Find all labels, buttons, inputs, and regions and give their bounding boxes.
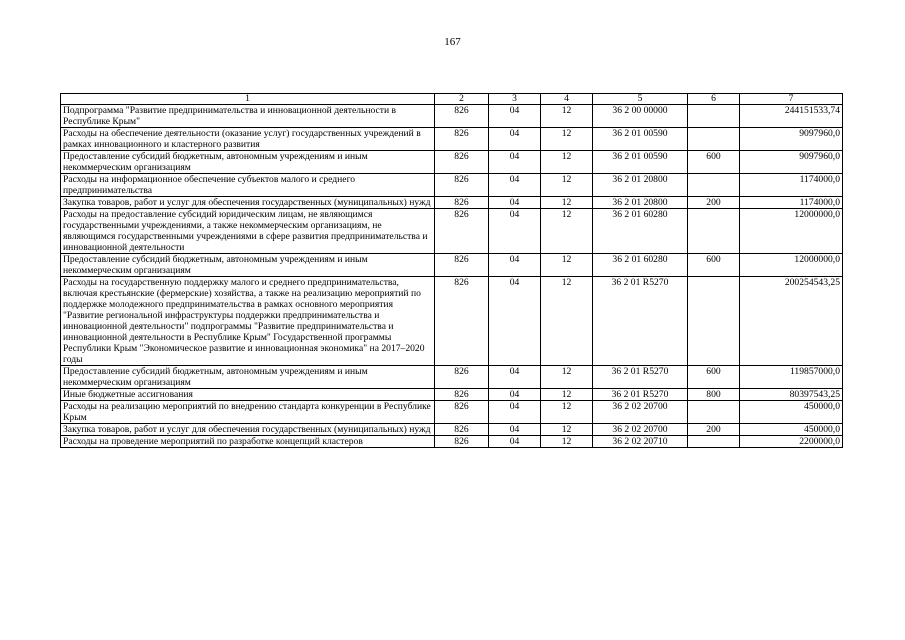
row-ministry-code-cell: 826: [435, 436, 489, 448]
budget-table: [60, 93, 843, 448]
row-expense-type-cell: 200: [688, 424, 740, 436]
row-target-article-cell: 36 2 02 20700: [593, 424, 688, 436]
row-subsection-cell: 12: [541, 128, 593, 151]
header-col-4: 4: [541, 94, 593, 105]
table-row: [61, 128, 843, 151]
row-ministry-code-cell: 826: [435, 174, 489, 197]
row-subsection-cell: 12: [541, 424, 593, 436]
row-name-cell: Предоставление субсидий бюджетным, автономным учреждениям и иным некоммерческим организациям: [61, 366, 435, 389]
row-section-cell: 04: [489, 209, 541, 254]
row-amount-cell: 1174000,0: [740, 197, 843, 209]
table-row: [61, 105, 843, 128]
row-subsection-cell: 12: [541, 174, 593, 197]
row-target-article-cell: 36 2 01 R5270: [593, 277, 688, 366]
table-header-row: [61, 94, 843, 105]
row-subsection-cell: 12: [541, 151, 593, 174]
table-row: [61, 209, 843, 254]
row-ministry-code-cell: 826: [435, 209, 489, 254]
row-section-cell: 04: [489, 197, 541, 209]
row-target-article-cell: 36 2 01 R5270: [593, 366, 688, 389]
row-amount-cell: 244151533,74: [740, 105, 843, 128]
row-amount-cell: 450000,0: [740, 401, 843, 424]
row-expense-type-cell: 200: [688, 197, 740, 209]
row-amount-cell: 450000,0: [740, 424, 843, 436]
row-name-cell: Расходы на информационное обеспечение субъектов малого и среднего предпринимательства: [61, 174, 435, 197]
row-subsection-cell: 12: [541, 401, 593, 424]
table-row: [61, 424, 843, 436]
row-subsection-cell: 12: [541, 197, 593, 209]
header-col-3: 3: [489, 94, 541, 105]
row-amount-cell: 80397543,25: [740, 389, 843, 401]
row-name-cell: Закупка товаров, работ и услуг для обеспечения государственных (муниципальных) нужд: [61, 197, 435, 209]
row-expense-type-cell: [688, 277, 740, 366]
row-subsection-cell: 12: [541, 389, 593, 401]
row-section-cell: 04: [489, 254, 541, 277]
table-row: [61, 436, 843, 448]
table-row: [61, 254, 843, 277]
row-ministry-code-cell: 826: [435, 424, 489, 436]
row-expense-type-cell: [688, 401, 740, 424]
table-row: [61, 197, 843, 209]
row-expense-type-cell: 800: [688, 389, 740, 401]
row-section-cell: 04: [489, 366, 541, 389]
row-ministry-code-cell: 826: [435, 105, 489, 128]
row-ministry-code-cell: 826: [435, 197, 489, 209]
row-ministry-code-cell: 826: [435, 366, 489, 389]
row-subsection-cell: 12: [541, 436, 593, 448]
row-name-cell: Расходы на проведение мероприятий по разработке концепций кластеров: [61, 436, 435, 448]
row-expense-type-cell: [688, 436, 740, 448]
row-amount-cell: 200254543,25: [740, 277, 843, 366]
table-row: [61, 277, 843, 366]
table-row: [61, 151, 843, 174]
row-target-article-cell: 36 2 01 60280: [593, 254, 688, 277]
row-name-cell: Иные бюджетные ассигнования: [61, 389, 435, 401]
row-ministry-code-cell: 826: [435, 401, 489, 424]
row-section-cell: 04: [489, 401, 541, 424]
row-expense-type-cell: 600: [688, 366, 740, 389]
row-target-article-cell: 36 2 01 00590: [593, 151, 688, 174]
header-col-1: 1: [61, 94, 435, 105]
row-amount-cell: 12000000,0: [740, 254, 843, 277]
row-target-article-cell: 36 2 01 60280: [593, 209, 688, 254]
row-ministry-code-cell: 826: [435, 389, 489, 401]
row-ministry-code-cell: 826: [435, 151, 489, 174]
row-amount-cell: 2200000,0: [740, 436, 843, 448]
row-target-article-cell: 36 2 02 20710: [593, 436, 688, 448]
row-section-cell: 04: [489, 151, 541, 174]
row-name-cell: Расходы на предоставление субсидий юридическим лицам, не являющимся государственными учреждениями, а также некоммерческим организациям, не являющимся государственными учреждениями в сфере развития предпринимательства и инновационной деятельности: [61, 209, 435, 254]
row-subsection-cell: 12: [541, 277, 593, 366]
row-section-cell: 04: [489, 105, 541, 128]
row-name-cell: Расходы на обеспечение деятельности (оказание услуг) государственных учреждений в рамках инновационного и кластерного развития: [61, 128, 435, 151]
row-target-article-cell: 36 2 00 00000: [593, 105, 688, 128]
header-col-5: 5: [593, 94, 688, 105]
row-subsection-cell: 12: [541, 105, 593, 128]
row-section-cell: 04: [489, 277, 541, 366]
row-name-cell: Подпрограмма "Развитие предпринимательства и инновационной деятельности в Республике Крым": [61, 105, 435, 128]
row-subsection-cell: 12: [541, 209, 593, 254]
header-col-7: 7: [740, 94, 843, 105]
row-name-cell: Предоставление субсидий бюджетным, автономным учреждениям и иным некоммерческим организациям: [61, 151, 435, 174]
row-section-cell: 04: [489, 389, 541, 401]
row-section-cell: 04: [489, 174, 541, 197]
row-section-cell: 04: [489, 128, 541, 151]
table-row: [61, 174, 843, 197]
row-name-cell: Предоставление субсидий бюджетным, автономным учреждениям и иным некоммерческим организациям: [61, 254, 435, 277]
row-section-cell: 04: [489, 436, 541, 448]
header-col-6: 6: [688, 94, 740, 105]
row-expense-type-cell: 600: [688, 151, 740, 174]
row-amount-cell: 119857000,0: [740, 366, 843, 389]
row-target-article-cell: 36 2 01 20800: [593, 174, 688, 197]
table-row: [61, 401, 843, 424]
header-col-2: 2: [435, 94, 489, 105]
row-amount-cell: 9097960,0: [740, 128, 843, 151]
row-target-article-cell: 36 2 01 R5270: [593, 389, 688, 401]
row-ministry-code-cell: 826: [435, 277, 489, 366]
row-target-article-cell: 36 2 01 20800: [593, 197, 688, 209]
row-amount-cell: 9097960,0: [740, 151, 843, 174]
row-expense-type-cell: [688, 209, 740, 254]
row-amount-cell: 12000000,0: [740, 209, 843, 254]
row-name-cell: Расходы на реализацию мероприятий по внедрению стандарта конкуренции в Республике Крым: [61, 401, 435, 424]
row-name-cell: Закупка товаров, работ и услуг для обеспечения государственных (муниципальных) нужд: [61, 424, 435, 436]
row-ministry-code-cell: 826: [435, 254, 489, 277]
row-subsection-cell: 12: [541, 366, 593, 389]
row-ministry-code-cell: 826: [435, 128, 489, 151]
row-expense-type-cell: [688, 174, 740, 197]
row-target-article-cell: 36 2 01 00590: [593, 128, 688, 151]
page-number: 167: [444, 36, 461, 48]
row-expense-type-cell: [688, 128, 740, 151]
row-expense-type-cell: [688, 105, 740, 128]
table-row: [61, 366, 843, 389]
row-expense-type-cell: 600: [688, 254, 740, 277]
row-amount-cell: 1174000,0: [740, 174, 843, 197]
row-target-article-cell: 36 2 02 20700: [593, 401, 688, 424]
table-row: [61, 389, 843, 401]
row-subsection-cell: 12: [541, 254, 593, 277]
row-name-cell: Расходы на государственную поддержку малого и среднего предпринимательства, включая крестьянские (фермерские) хозяйства, а также на реализацию мероприятий по поддержке молодежного предпринимательства в рамках основного мероприятия "Развитие региональной инфраструктуры поддержки предпринимательства и инновационной деятельности" подпрограммы "Развитие предпринимательства и инновационной деятельности в Республике Крым" Государственной программы Республики Крым "Экономическое развитие и инновационная экономика" на 2017–2020 годы: [61, 277, 435, 366]
row-section-cell: 04: [489, 424, 541, 436]
